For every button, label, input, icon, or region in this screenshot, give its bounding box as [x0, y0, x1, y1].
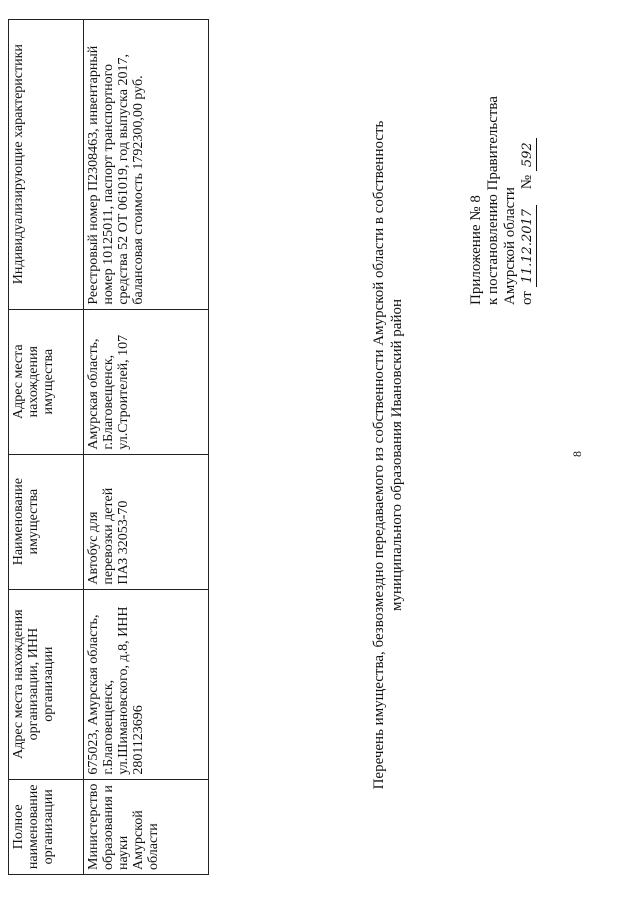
cell-item-address: Амурская область, г.Благовещенск, ул.Строителей, 107	[84, 309, 209, 454]
cell-item-name: Автобус для перевозки детей ПАЗ 32053-70	[84, 454, 209, 589]
header-item-name: Наименование имущества	[9, 454, 84, 589]
header-features: Индивидуализирующие характеристики	[9, 19, 84, 309]
from-label: от	[519, 291, 535, 305]
appendix-header	[468, 96, 537, 305]
property-table	[8, 19, 209, 875]
cell-org-name: Министерство образования и науки Амурской области	[84, 779, 209, 874]
handwritten-number: 592	[519, 138, 537, 171]
appendix-date-line	[519, 96, 537, 305]
handwritten-date: 11.12.2017	[519, 205, 537, 287]
header-org-name: Полное наименование организации	[9, 779, 84, 874]
page-number: 8	[570, 451, 584, 457]
appendix-line-2: к постановлению Правительства	[485, 96, 501, 305]
header-org-address: Адрес места нахождения организации, ИНН организации	[9, 589, 84, 779]
document-title: Перечень имущества, безвозмездно передаваемого из собственности Амурской области в собственность муниципального образования Ивановский район	[371, 120, 405, 790]
header-item-address: Адрес места нахождения имущества	[9, 309, 84, 454]
appendix-line-1: Приложение № 8	[468, 195, 484, 305]
number-label: №	[519, 174, 535, 190]
cell-features: Реестровый номер П2308463, инвентарный номер 10125011, паспорт транспортного средства 52 ОТ 061019, год выпуска 2017, балансовая стоимость 1792300,00 руб.	[84, 19, 209, 309]
table-row	[84, 19, 209, 874]
appendix-line-3: Амурской области	[502, 187, 518, 305]
cell-org-address: 675023, Амурская область, г.Благовещенск, ул.Шимановского, д.8, ИНН 2801123696	[84, 589, 209, 779]
table-header-row	[9, 19, 84, 874]
